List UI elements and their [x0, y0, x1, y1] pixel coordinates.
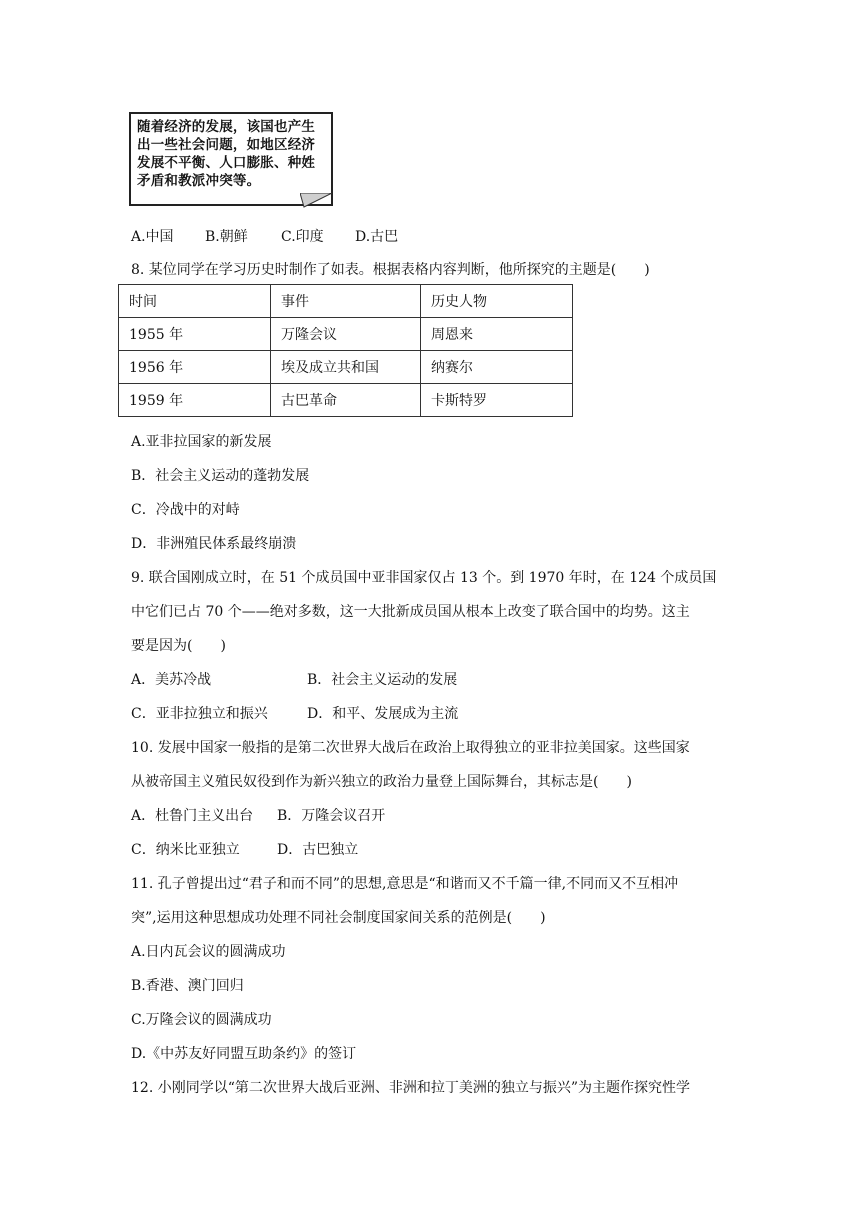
q11-line-2: 突”,运用这种思想成功处理不同社会制度国家间关系的范例是( ): [131, 910, 546, 926]
q8-option-c: C．冷战中的对峙: [131, 502, 240, 518]
q10-line-2: 从被帝国主义殖民奴役到作为新兴独立的政治力量登上国际舞台，其标志是( ): [131, 774, 632, 790]
table-header-row: [119, 285, 573, 318]
table-row: [119, 384, 573, 417]
table-header-cell: 事件: [271, 285, 421, 318]
quote-card: [129, 112, 333, 206]
table-header-cell: 历史人物: [421, 285, 573, 318]
q9-option-b: B．社会主义运动的发展: [307, 672, 458, 688]
q9-option-a: A．美苏冷战: [131, 672, 212, 688]
q7-option-b: B.朝鲜: [205, 229, 248, 245]
table-cell: 1956 年: [119, 351, 271, 384]
q8-option-a: A.亚非拉国家的新发展: [131, 434, 272, 450]
q9-line-1: 9. 联合国刚成立时，在 51 个成员国中亚非国家仅占 13 个。到 1970 年时，在 124 个成员国: [131, 570, 717, 586]
card-fold-corner: [300, 193, 336, 209]
q9-option-d: D．和平、发展成为主流: [307, 706, 459, 722]
table-cell: 周恩来: [421, 318, 573, 351]
q11-option-a: A.日内瓦会议的圆满成功: [131, 944, 286, 960]
table-cell: 1955 年: [119, 318, 271, 351]
q11-option-c: C.万隆会议的圆满成功: [131, 1012, 272, 1028]
q10-line-1: 10. 发展中国家一般指的是第二次世界大战后在政治上取得独立的亚非拉美国家。这些国家: [131, 740, 690, 756]
q11-option-b: B.香港、澳门回归: [131, 978, 244, 994]
q10-option-a: A．杜鲁门主义出台: [131, 808, 254, 824]
q8-option-b: B．社会主义运动的蓬勃发展: [131, 468, 310, 484]
q7-option-c: C.印度: [281, 229, 324, 245]
q7-option-d: D.古巴: [355, 229, 399, 245]
table-cell: 1959 年: [119, 384, 271, 417]
table-cell: 卡斯特罗: [421, 384, 573, 417]
table-row: [119, 318, 573, 351]
table-cell: 古巴革命: [271, 384, 421, 417]
table-header-cell: 时间: [119, 285, 271, 318]
quote-card-text: 随着经济的发展，该国也产生出一些社会问题，如地区经济发展不平衡、人口膨胀、种姓矛盾和教派冲突等。: [137, 119, 316, 189]
q10-option-c: C．纳米比亚独立: [131, 842, 240, 858]
table-cell: 万隆会议: [271, 318, 421, 351]
table-row: [119, 351, 573, 384]
q7-option-a: A.中国: [131, 229, 174, 245]
q10-option-d: D．古巴独立: [277, 842, 359, 858]
q9-option-c: C．亚非拉独立和振兴: [131, 706, 268, 722]
q8-option-d: D．非洲殖民体系最终崩溃: [131, 536, 297, 552]
table-cell: 埃及成立共和国: [271, 351, 421, 384]
table-cell: 纳赛尔: [421, 351, 573, 384]
q10-option-b: B．万隆会议召开: [277, 808, 386, 824]
q9-line-2: 中它们已占 70 个——绝对多数，这一大批新成员国从根本上改变了联合国中的均势。这主: [131, 604, 690, 620]
q12-line-1: 12. 小刚同学以“第二次世界大战后亚洲、非洲和拉丁美洲的独立与振兴”为主题作探究性学: [131, 1080, 691, 1096]
q8-stem: 8. 某位同学在学习历史时制作了如表。根据表格内容判断，他所探究的主题是( ): [131, 262, 650, 278]
q11-option-d: D.《中苏友好同盟互助条约》的签订: [131, 1046, 357, 1062]
q9-line-3: 要是因为( ): [131, 638, 226, 654]
q11-line-1: 11. 孔子曾提出过“君子和而不同”的思想,意思是“和谐而又不千篇一律,不同而又不互相冲: [131, 876, 679, 892]
q8-table: [118, 284, 573, 417]
